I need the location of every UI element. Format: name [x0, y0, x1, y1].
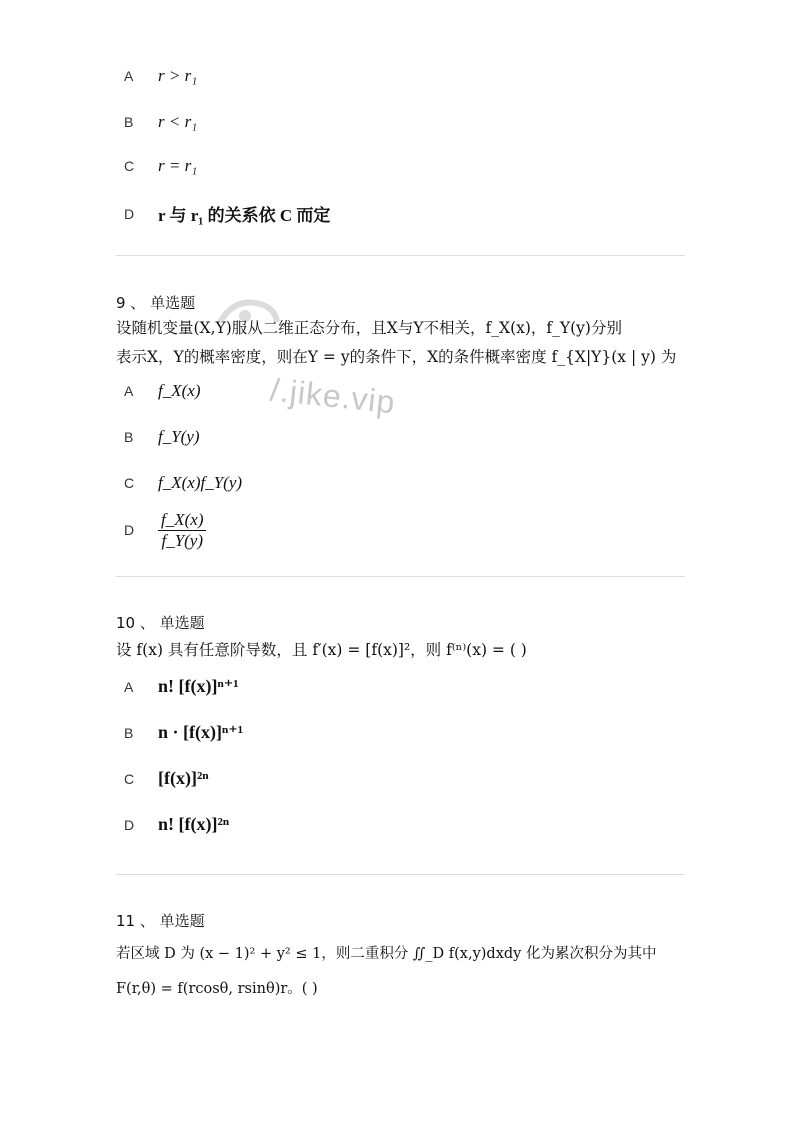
option-text: n! [f(x)]²ⁿ: [158, 814, 230, 834]
stem-line: F(r,θ) = f(rcosθ, rsinθ)r。( ): [116, 980, 318, 997]
question-stem: [116, 636, 691, 665]
option-letter: D: [124, 816, 135, 833]
divider: [116, 874, 685, 875]
stem-line: 表示X，Y的概率密度，则在Y = y的条件下，X的条件概率密度 f_{X|Y}(x | y) 为: [116, 348, 677, 367]
q8-option-a[interactable]: [124, 66, 197, 86]
option-text: f_X(x)f_Y(y): [158, 473, 243, 492]
question-header: 9 、 单选题: [116, 294, 196, 312]
q9-option-b[interactable]: [124, 427, 200, 447]
option-text: f_Y(y): [158, 427, 200, 446]
q8-option-b[interactable]: [124, 112, 197, 132]
question-stem: [116, 314, 691, 373]
option-text: f_X(x): [158, 381, 201, 400]
option-letter: A: [124, 678, 134, 695]
option-text: r 与 r₁ 的关系依 C 而定: [158, 206, 331, 225]
q9-option-c[interactable]: [124, 473, 242, 493]
q10-option-a[interactable]: [124, 676, 239, 697]
option-letter: B: [124, 429, 134, 445]
q10-option-d[interactable]: [124, 814, 229, 835]
question-header: 10 、 单选题: [116, 614, 205, 632]
option-letter: C: [124, 158, 135, 174]
stem-line: 设随机变量(X,Y)服从二维正态分布，且X与Y不相关，f_X(x)，f_Y(y)分别: [116, 319, 622, 337]
option-letter: B: [124, 114, 134, 130]
q8-option-c[interactable]: [124, 156, 197, 176]
q10-option-b[interactable]: [124, 722, 243, 743]
option-text: r < r₁: [158, 112, 198, 131]
fraction-numerator: f_X(x): [158, 510, 206, 531]
fraction-denominator: f_Y(y): [161, 530, 204, 550]
stem-line: 设 f(x) 具有任意阶导数，且 f′(x) = [f(x)]²，则 f⁽ⁿ⁾(x) = ( ): [116, 641, 527, 659]
option-letter: B: [124, 724, 134, 741]
q10-option-c[interactable]: [124, 768, 209, 789]
option-letter: D: [124, 205, 135, 222]
watermark-text: /.jike.vip: [268, 371, 398, 421]
question-header: 11 、 单选题: [116, 912, 205, 930]
fraction: [158, 510, 206, 550]
divider: [116, 255, 685, 256]
option-text: r = r₁: [158, 156, 198, 175]
option-text: n! [f(x)]ⁿ⁺¹: [158, 676, 239, 696]
stem-line: 若区域 D 为 (x − 1)² + y² ≤ 1，则二重积分 ∬_D f(x,y)dxdy 化为累次积分为其中: [116, 946, 657, 962]
option-letter: A: [124, 383, 134, 399]
option-letter: C: [124, 770, 135, 787]
question-stem: [116, 937, 691, 1007]
q9-option-d[interactable]: [124, 510, 206, 550]
option-letter: D: [124, 522, 135, 539]
option-letter: A: [124, 68, 134, 84]
option-letter: C: [124, 475, 135, 491]
option-text: [f(x)]²ⁿ: [158, 768, 209, 788]
q9-option-a[interactable]: [124, 381, 200, 401]
option-text: r > r₁: [158, 66, 198, 85]
option-text: n · [f(x)]ⁿ⁺¹: [158, 722, 244, 742]
q8-option-d[interactable]: [124, 201, 330, 226]
divider: [116, 576, 685, 577]
